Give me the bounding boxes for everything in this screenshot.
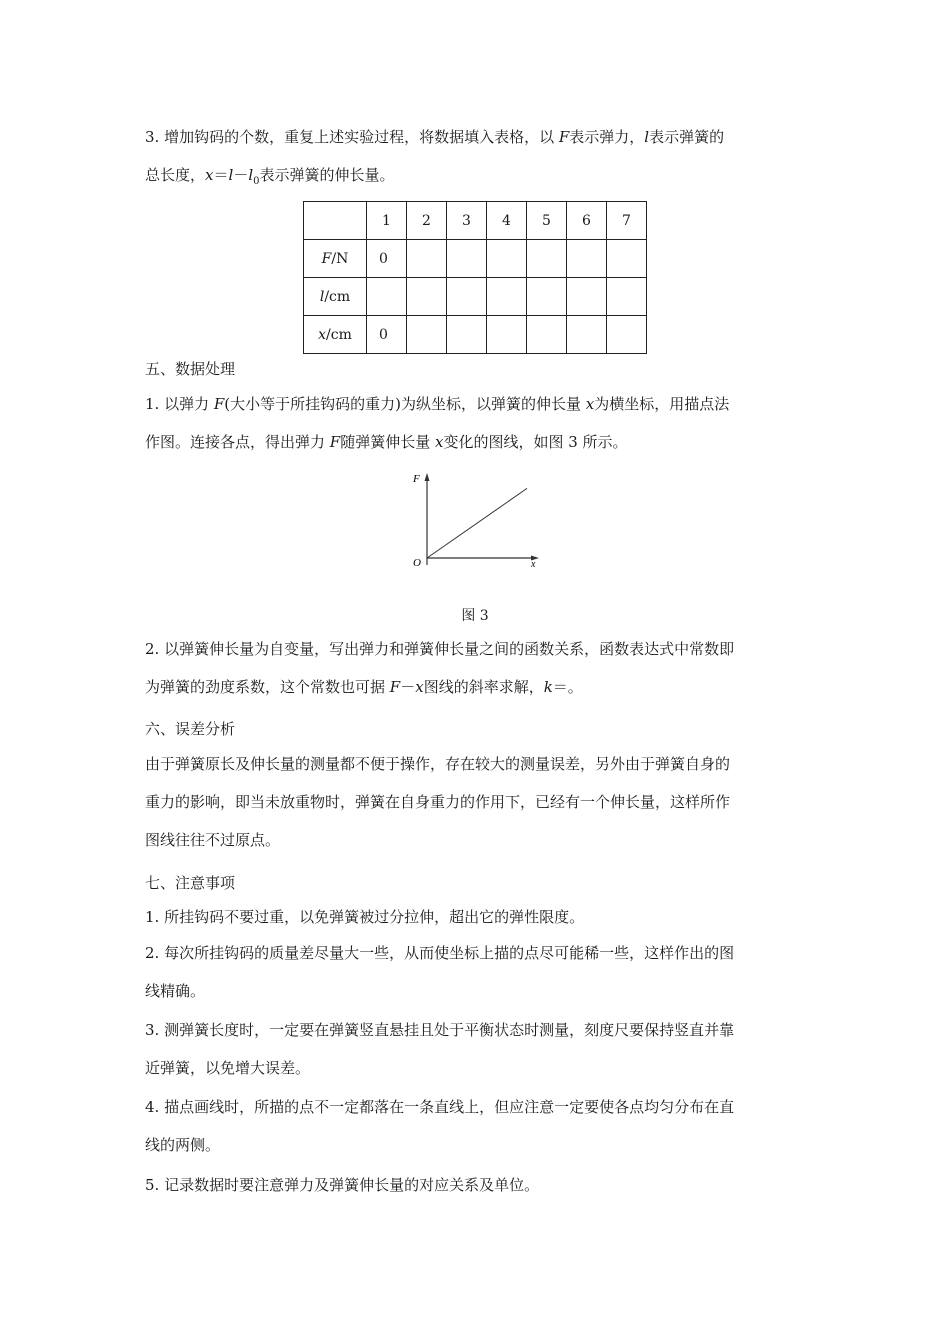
table-cell — [407, 278, 447, 316]
formula-subscript: 0 — [253, 176, 260, 187]
row-label — [304, 316, 367, 354]
table-cell — [487, 240, 527, 278]
table-header-cell: 2 — [407, 202, 447, 240]
table-cell: 0 — [367, 240, 407, 278]
table-cell — [447, 240, 487, 278]
formula-eq: ＝ — [213, 166, 229, 184]
section7-item3 — [145, 1011, 810, 1087]
s5-text: 图线的斜率求解， — [423, 678, 544, 696]
table-cell: 0 — [367, 316, 407, 354]
data-line — [427, 488, 527, 558]
f-x-graph — [405, 465, 555, 575]
x-axis-label: x — [531, 559, 536, 570]
table-cell — [567, 278, 607, 316]
y-axis-label: F — [413, 473, 420, 485]
s6-line: 由于弹簧原长及伸长量的测量都不便于操作，存在较大的测量误差，另外由于弹簧自身的 — [145, 755, 731, 773]
row-label — [304, 278, 367, 316]
table-header-cell: 7 — [607, 202, 647, 240]
step3-paragraph — [145, 118, 810, 201]
var-F: F — [213, 395, 225, 413]
var-x: x — [585, 395, 595, 413]
step3-text: 表示弹力， — [569, 128, 645, 146]
s6-line: 图线往往不过原点。 — [145, 831, 281, 849]
row-var: x — [318, 326, 327, 343]
table-cell — [487, 316, 527, 354]
formula-l: l — [228, 166, 234, 184]
minus-sign: － — [400, 678, 416, 696]
section6-heading: 六、误差分析 — [145, 720, 236, 738]
s5-text: 变化的图线，如图 3 所示。 — [443, 433, 628, 451]
formula-minus: － — [233, 166, 249, 184]
table-cell — [447, 278, 487, 316]
figure-caption: 图 3 — [461, 608, 489, 624]
s5-text: 为横坐标，用描点法 — [594, 395, 730, 413]
table-cell — [607, 240, 647, 278]
table-cell — [567, 240, 607, 278]
table-cell — [487, 278, 527, 316]
table-row — [304, 278, 647, 316]
table-header-cell: 6 — [567, 202, 607, 240]
table-cell — [527, 240, 567, 278]
var-F: F — [558, 128, 570, 146]
step3-text: 3. 增加钩码的个数，重复上述实验过程，将数据填入表格，以 — [145, 128, 559, 146]
table-cell — [367, 278, 407, 316]
s7-line: 4. 描点画线时，所描的点不一定都落在一条直线上，但应注意一定要使各点均匀分布在直 — [145, 1098, 735, 1116]
var-F: F — [389, 678, 401, 696]
s7-line: 线的两侧。 — [145, 1136, 221, 1154]
row-unit: /cm — [324, 288, 351, 305]
var-x: x — [434, 433, 444, 451]
table-cell — [447, 316, 487, 354]
table-row — [304, 240, 647, 278]
var-l: l — [644, 128, 650, 146]
var-x: x — [415, 678, 424, 696]
data-table — [303, 201, 647, 354]
s7-line: 线精确。 — [145, 982, 206, 1000]
table-header-cell: 1 — [367, 202, 407, 240]
table-header-cell: 4 — [487, 202, 527, 240]
section7-item2 — [145, 934, 810, 1010]
section7-heading: 七、注意事项 — [145, 874, 236, 892]
table-cell — [527, 278, 567, 316]
step3-text: 表示弹簧的伸长量。 — [259, 166, 395, 184]
table-cell — [527, 316, 567, 354]
section7-item4 — [145, 1088, 810, 1164]
var-F: F — [329, 433, 341, 451]
table-header-cell: 3 — [447, 202, 487, 240]
section7-item1: 1. 所挂钩码不要过重，以免弹簧被过分拉伸，超出它的弹性限度。 — [145, 908, 585, 926]
row-label — [304, 240, 367, 278]
formula-x: x — [205, 166, 214, 184]
table-cell — [407, 240, 447, 278]
s5-text: ＝。 — [552, 678, 583, 696]
section5-heading: 五、数据处理 — [145, 360, 236, 378]
s6-line: 重力的影响，即当未放重物时，弹簧在自身重力的作用下，已经有一个伸长量，这样所作 — [145, 793, 731, 811]
s5-text: 1. 以弹力 — [145, 395, 214, 413]
table-cell — [567, 316, 607, 354]
section7-item5: 5. 记录数据时要注意弹力及弹簧伸长量的对应关系及单位。 — [145, 1176, 540, 1194]
section5-paragraph2 — [145, 630, 810, 706]
origin-label: O — [413, 557, 421, 569]
table-header-cell — [304, 202, 367, 240]
s7-line: 3. 测弹簧长度时，一定要在弹簧竖直悬挂且处于平衡状态时测量，刻度尺要保持竖直并靠 — [145, 1021, 735, 1039]
table-header-cell: 5 — [527, 202, 567, 240]
s5-text: 2. 以弹簧伸长量为自变量，写出弹力和弹簧伸长量之间的函数关系，函数表达式中常数即 — [145, 640, 735, 658]
table-header-row — [304, 202, 647, 240]
s5-text: 为弹簧的劲度系数，这个常数也可据 — [145, 678, 390, 696]
s7-line: 2. 每次所挂钩码的质量差尽量大一些，从而使坐标上描的点尽可能稀一些，这样作出的图 — [145, 944, 735, 962]
section5-paragraph1 — [145, 385, 810, 461]
figure-3 — [405, 465, 555, 579]
var-k: k — [543, 678, 553, 696]
s5-text: 作图。连接各点，得出弹力 — [145, 433, 330, 451]
step3-text: 总长度， — [145, 166, 206, 184]
table-cell — [607, 278, 647, 316]
table-cell — [407, 316, 447, 354]
s5-text: 随弹簧伸长量 — [340, 433, 435, 451]
table-row — [304, 316, 647, 354]
step3-text: 表示弹簧的 — [649, 128, 725, 146]
row-var: l — [319, 288, 325, 305]
s5-text: (大小等于所挂钩码的重力)为纵坐标，以弹簧的伸长量 — [224, 395, 586, 413]
row-unit: /cm — [326, 326, 352, 343]
y-axis-arrow — [425, 473, 430, 481]
row-var: F — [321, 250, 332, 267]
section6-paragraph — [145, 745, 810, 859]
row-unit: /N — [331, 250, 349, 267]
table-cell — [607, 316, 647, 354]
formula-l0: l — [248, 166, 254, 184]
s7-line: 近弹簧，以免增大误差。 — [145, 1059, 311, 1077]
